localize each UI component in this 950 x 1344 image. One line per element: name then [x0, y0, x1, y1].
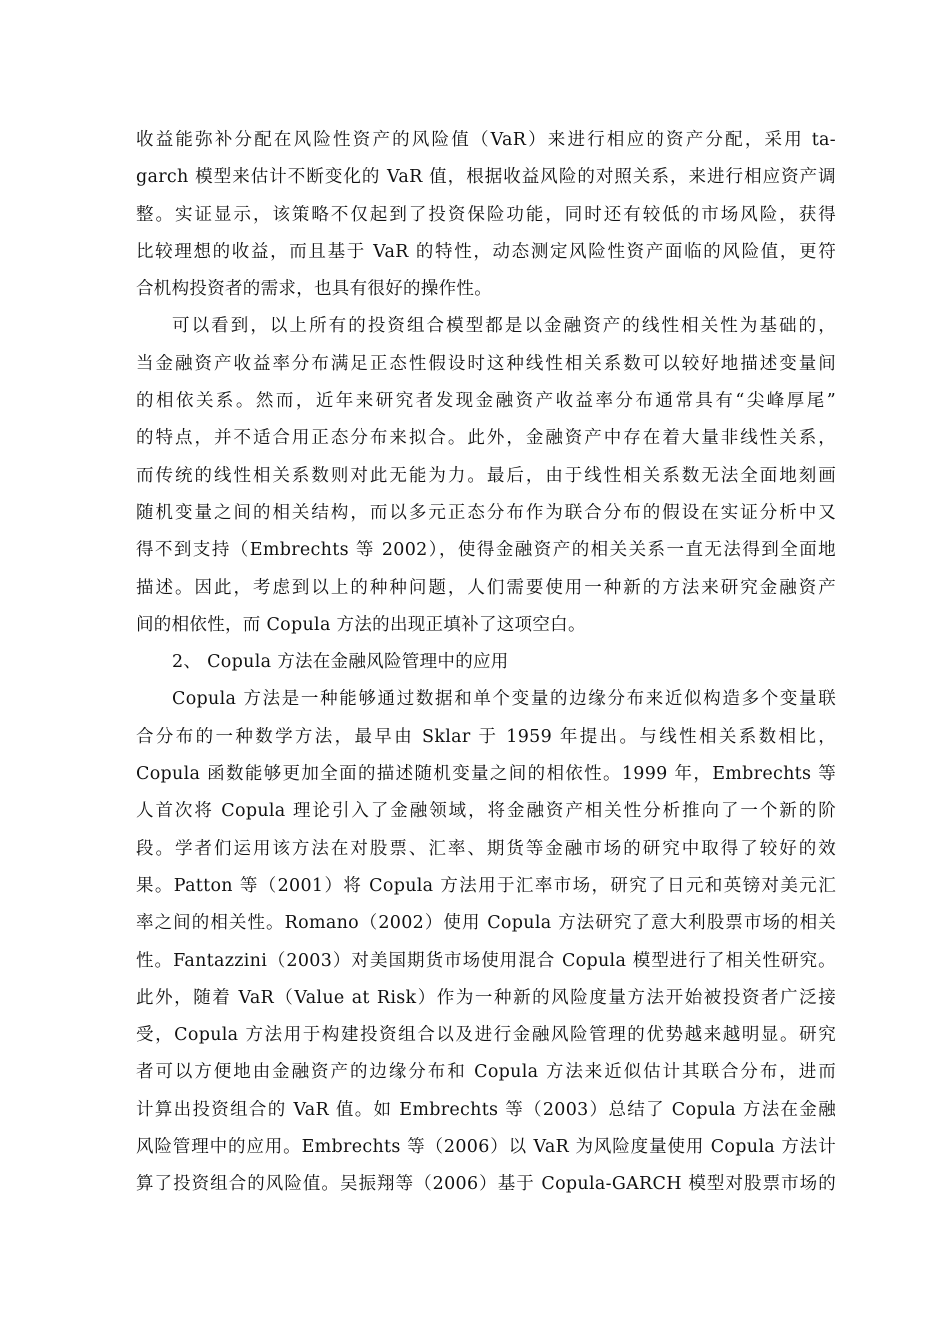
text-line: 受，Copula 方法用于构建投资组合以及进行金融风险管理的优势越来越明显。研究 — [136, 1025, 836, 1046]
body-text — [136, 122, 836, 1204]
text-line: 随机变量之间的相关结构，而以多元正态分布作为联合分布的假设在实证分析中又 — [136, 502, 836, 523]
text-line: 风险管理中的应用。Embrechts 等（2006）以 VaR 为风险度量使用 Copula 方法计 — [136, 1137, 836, 1158]
text-line: Copula 函数能够更加全面的描述随机变量之间的相依性。1999 年，Embrechts 等 — [136, 764, 836, 785]
text-line: 人首次将 Copula 理论引入了金融领域，将金融资产相关性分析推向了一个新的阶 — [136, 801, 836, 822]
text-line: 段。学者们运用该方法在对股票、汇率、期货等金融市场的研究中取得了较好的效 — [136, 838, 836, 859]
text-line: 计算出投资组合的 VaR 值。如 Embrechts 等（2003）总结了 Copula 方法在金融 — [136, 1099, 836, 1120]
text-line: 得不到支持（Embrechts 等 2002），使得金融资产的相关关系一直无法得到全面地 — [136, 540, 836, 561]
text-line: 的相依关系。然而，近年来研究者发现金融资产收益率分布通常具有“尖峰厚尾” — [136, 391, 836, 412]
section-heading — [136, 644, 836, 681]
text-line: 当金融资产收益率分布满足正态性假设时这种线性相关系数可以较好地描述变量间 — [136, 353, 836, 374]
text-line: 而传统的线性相关系数则对此无能为力。最后，由于线性相关系数无法全面地刻画 — [136, 465, 836, 486]
text-line: 性。Fantazzini（2003）对美国期货市场使用混合 Copula 模型进行了相关性研究。 — [136, 950, 836, 971]
text-line: 2、 Copula 方法在金融风险管理中的应用 — [172, 652, 509, 673]
text-line: 可以看到，以上所有的投资组合模型都是以金融资产的线性相关性为基础的， — [172, 316, 836, 337]
text-line: 的特点，并不适合用正态分布来拟合。此外，金融资产中存在着大量非线性关系， — [136, 428, 836, 449]
text-line: 算了投资组合的风险值。吴振翔等（2006）基于 Copula-GARCH 模型对股票市场的 — [136, 1174, 836, 1195]
text-line: 者可以方便地由金融资产的边缘分布和 Copula 方法来近似估计其联合分布，进而 — [136, 1062, 836, 1083]
paragraph — [136, 308, 836, 644]
text-line: 果。Patton 等（2001）将 Copula 方法用于汇率市场，研究了日元和英镑对美元汇 — [136, 875, 836, 896]
paragraph — [136, 122, 836, 308]
text-line: 此外，随着 VaR（Value at Risk）作为一种新的风险度量方法开始被投资者广泛接 — [136, 987, 836, 1008]
text-line: 收益能弥补分配在风险性资产的风险值（VaR）来进行相应的资产分配，采用 ta- — [136, 130, 836, 150]
text-line: 整。实证显示，该策略不仅起到了投资保险功能，同时还有较低的市场风险，获得 — [136, 204, 836, 225]
text-line: 比较理想的收益，而且基于 VaR 的特性，动态测定风险性资产面临的风险值，更符 — [136, 241, 836, 262]
text-line: 间的相依性，而 Copula 方法的出现正填补了这项空白。 — [136, 614, 586, 635]
text-line: Copula 方法是一种能够通过数据和单个变量的边缘分布来近似构造多个变量联 — [172, 689, 836, 710]
text-line: 率之间的相关性。Romano（2002）使用 Copula 方法研究了意大利股票市场的相关 — [136, 913, 836, 934]
text-line: 合机构投资者的需求，也具有很好的操作性。 — [136, 279, 492, 300]
text-line: 合分布的一种数学方法，最早由 Sklar 于 1959 年提出。与线性相关系数相比， — [136, 726, 836, 747]
paragraph — [136, 681, 836, 1203]
text-line: garch 模型来估计不断变化的 VaR 值，根据收益风险的对照关系，来进行相应资产调 — [136, 167, 836, 188]
text-line: 描述。因此，考虑到以上的种种问题，人们需要使用一种新的方法来研究金融资产 — [136, 577, 836, 598]
